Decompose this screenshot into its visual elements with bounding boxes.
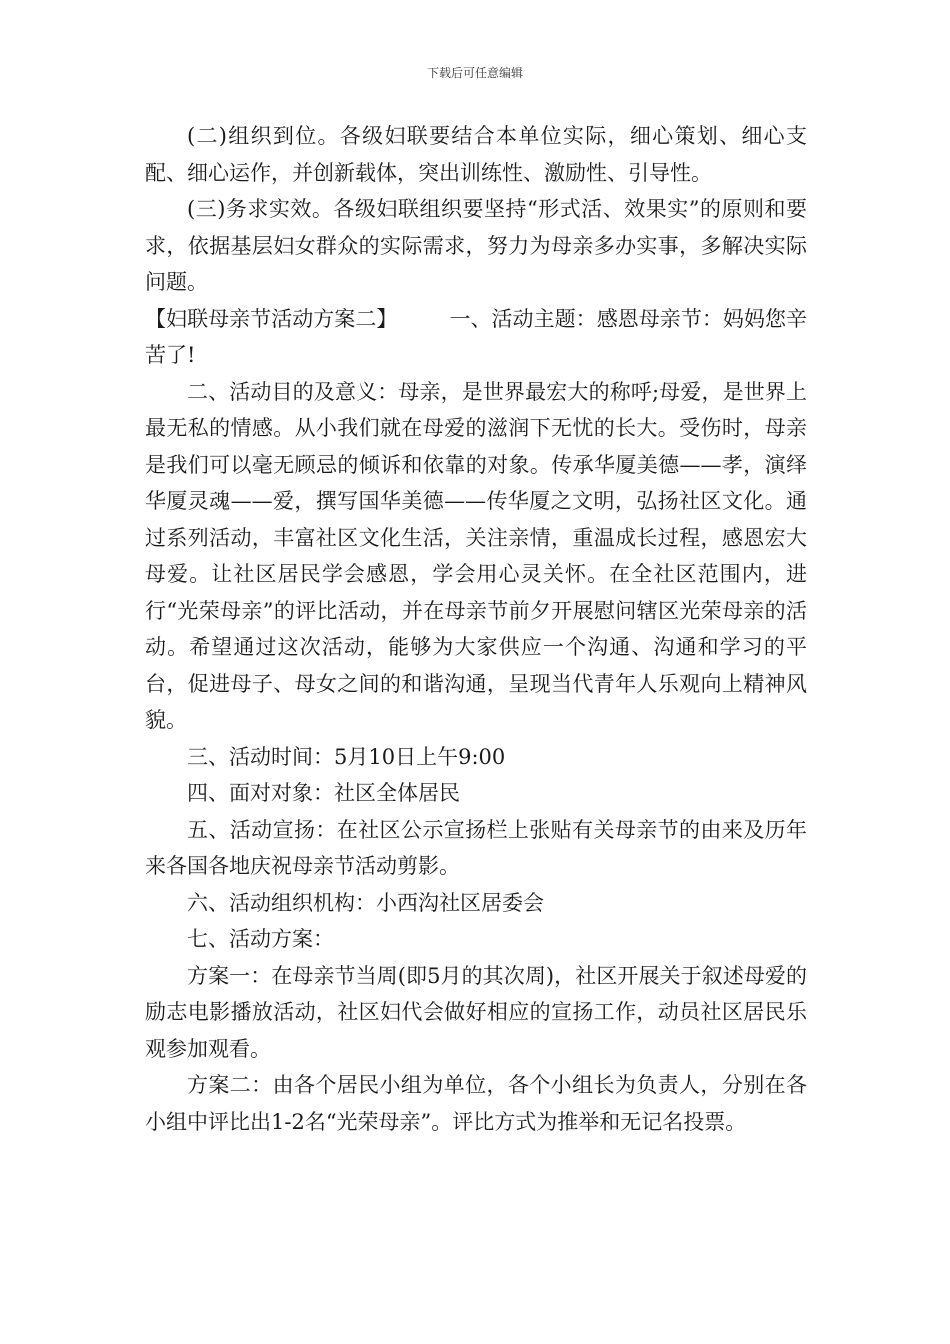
paragraph-effectiveness: (三)务求实效。各级妇联组织要坚持“形式活、效果实”的原则和要求，依据基层妇女群众的实际需求，努力为母亲多办实事，多解决实际问题。 (145, 197, 807, 294)
item-plan-two: 方案二：由各个居民小组为单位，各个小组长为负责人，分别在各小组中评比出1-2名“光荣母亲”。评比方式为推举和无记名投票。 (145, 1073, 807, 1134)
activity-theme: 一、活动主题：感恩母亲节：妈妈您辛苦了! (145, 306, 808, 367)
item-time: 三、活动时间：5月10日上午9:00 (187, 744, 506, 769)
item-organizer: 六、活动组织机构：小西沟社区居委会 (187, 890, 544, 915)
document-body (145, 118, 807, 1140)
item-audience: 四、面对对象：社区全体居民 (187, 781, 460, 805)
section-two-heading (145, 301, 807, 374)
item-publicity: 五、活动宣扬：在社区公示宣扬栏上张贴有关母亲节的由来及历年来各国各地庆祝母亲节活动剪影。 (145, 817, 807, 878)
section-title: 【妇联母亲节活动方案二】 (145, 306, 398, 331)
item-plan-heading: 七、活动方案： (187, 927, 334, 951)
paragraph-organization: (二)组织到位。各级妇联要结合本单位实际，细心策划、细心支配、细心运作，并创新载体，突出训练性、激励性、引导性。 (145, 124, 807, 185)
page-header: 下载后可任意编辑 (426, 66, 523, 80)
item-purpose: 二、活动目的及意义：母亲，是世界最宏大的称呼;母爱，是世界上最无私的情感。从小我们就在母爱的滋润下无忧的长大。受伤时，母亲是我们可以毫无顾忌的倾诉和依靠的对象。传承华厦美德——孝，演绎华厦灵魂——爱，撰写国华美德——传华厦之文明，弘扬社区文化。通过系列活动，丰富社区文化生活，关注亲情，重温成长过程，感恩宏大母爱。让社区居民学会感恩，学会用心灵关怀。在全社区范围内，进行“光荣母亲”的评比活动，并在母亲节前夕开展慰问辖区光荣母亲的活动。希望通过这次活动，能够为大家供应一个沟通、沟通和学习的平台，促进母子、母女之间的和谐沟通，呈现当代青年人乐观向上精神风貌。 (145, 379, 807, 732)
item-plan-one: 方案一：在母亲节当周(即5月的其次周)，社区开展关于叙述母爱的励志电影播放活动，社区妇代会做好相应的宣扬工作，动员社区居民乐观参加观看。 (145, 963, 807, 1061)
